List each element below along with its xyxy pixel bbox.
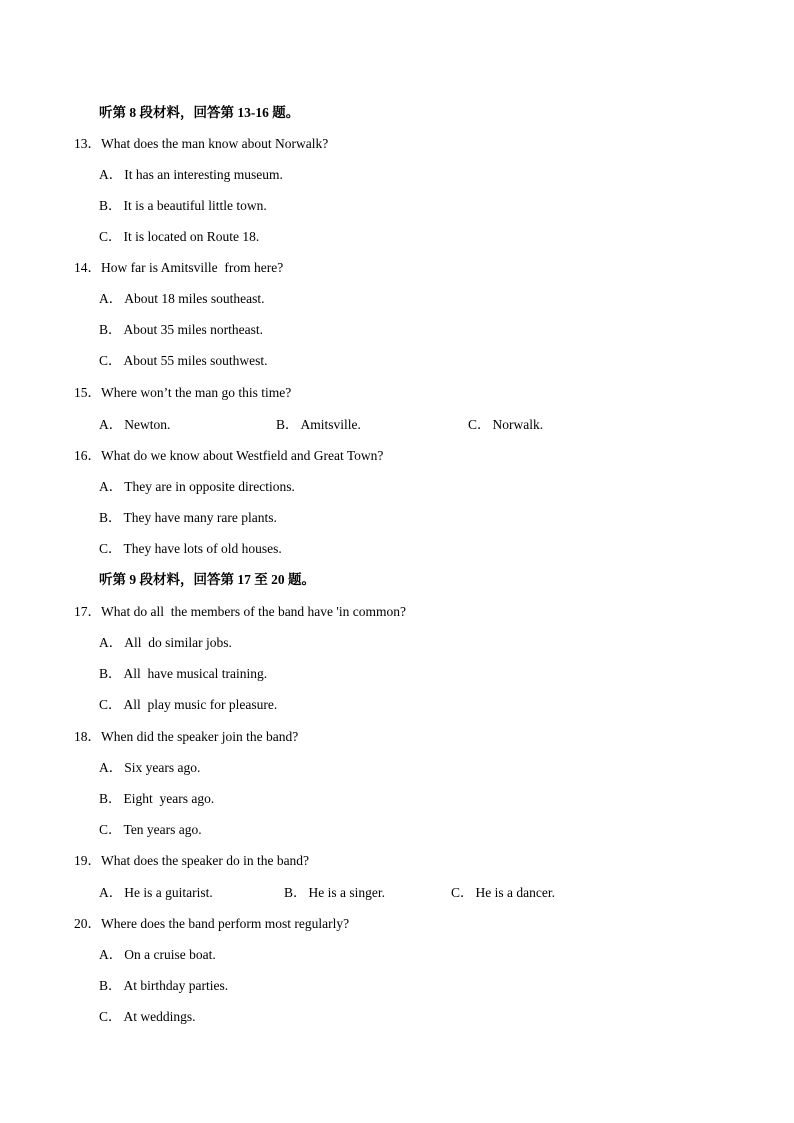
- option-text: About 18 miles southeast.: [124, 291, 265, 306]
- question-text: Where won’t the man go this time?: [101, 385, 292, 400]
- option-text: Six years ago.: [124, 760, 201, 775]
- question-text: When did the speaker join the band?: [101, 729, 299, 744]
- option-letter: C．: [99, 229, 122, 244]
- option-text: It is a beautiful little town.: [123, 198, 267, 213]
- option-letter: A．: [99, 291, 123, 306]
- option-letter: A．: [99, 479, 123, 494]
- question-number: 20．: [74, 916, 101, 931]
- option-19-c[interactable]: [451, 884, 555, 902]
- question-text: What does the man know about Norwalk?: [101, 136, 329, 151]
- option-text: All do similar jobs.: [124, 635, 232, 650]
- option-text: Ten years ago.: [123, 822, 202, 837]
- option-13-c[interactable]: [99, 228, 259, 246]
- option-text: At weddings.: [123, 1009, 196, 1024]
- option-text: He is a guitarist.: [124, 885, 213, 900]
- question-number: 18．: [74, 729, 101, 744]
- option-text: About 35 miles northeast.: [123, 322, 263, 337]
- option-16-a[interactable]: [99, 478, 295, 496]
- question-20: [74, 915, 349, 933]
- option-16-c[interactable]: [99, 540, 282, 558]
- option-15-b[interactable]: [276, 416, 361, 434]
- option-letter: C．: [468, 417, 491, 432]
- option-18-c[interactable]: [99, 821, 202, 839]
- option-20-b[interactable]: [99, 977, 228, 995]
- option-letter: C．: [99, 353, 122, 368]
- option-text: On a cruise boat.: [124, 947, 216, 962]
- option-letter: A．: [99, 417, 123, 432]
- option-text: Amitsville.: [300, 417, 361, 432]
- option-text: It has an interesting museum.: [124, 167, 283, 182]
- option-text: He is a singer.: [308, 885, 386, 900]
- option-14-b[interactable]: [99, 321, 263, 339]
- option-text: About 55 miles southwest.: [123, 353, 268, 368]
- option-17-c[interactable]: [99, 696, 277, 714]
- option-17-b[interactable]: [99, 665, 267, 683]
- option-15-c[interactable]: [468, 416, 543, 434]
- question-number: 19．: [74, 853, 101, 868]
- option-19-b[interactable]: [284, 884, 385, 902]
- option-17-a[interactable]: [99, 634, 232, 652]
- question-number: 16．: [74, 448, 101, 463]
- option-letter: A．: [99, 635, 123, 650]
- option-letter: A．: [99, 167, 123, 182]
- question-18: [74, 728, 298, 746]
- option-letter: A．: [99, 947, 123, 962]
- question-15: [74, 384, 291, 402]
- option-letter: C．: [99, 697, 122, 712]
- option-letter: C．: [451, 885, 474, 900]
- option-letter: B．: [99, 666, 122, 681]
- question-number: 14．: [74, 260, 101, 275]
- option-letter: C．: [99, 541, 122, 556]
- option-13-b[interactable]: [99, 197, 267, 215]
- option-13-a[interactable]: [99, 166, 283, 184]
- option-letter: A．: [99, 885, 123, 900]
- question-text: What do we know about Westfield and Great Town?: [101, 448, 384, 463]
- option-text: They have many rare plants.: [123, 510, 277, 525]
- option-letter: A．: [99, 760, 123, 775]
- option-18-b[interactable]: [99, 790, 214, 808]
- option-text: All have musical training.: [123, 666, 268, 681]
- option-text: Eight years ago.: [123, 791, 215, 806]
- option-letter: B．: [99, 322, 122, 337]
- option-20-a[interactable]: [99, 946, 216, 964]
- option-letter: B．: [276, 417, 299, 432]
- option-text: It is located on Route 18.: [123, 229, 260, 244]
- question-number: 13．: [74, 136, 101, 151]
- option-text: Norwalk.: [492, 417, 544, 432]
- option-19-a[interactable]: [99, 884, 213, 902]
- option-letter: C．: [99, 822, 122, 837]
- option-14-a[interactable]: [99, 290, 265, 308]
- option-letter: B．: [284, 885, 307, 900]
- option-20-c[interactable]: [99, 1008, 196, 1026]
- option-letter: B．: [99, 198, 122, 213]
- option-letter: B．: [99, 510, 122, 525]
- option-16-b[interactable]: [99, 509, 277, 527]
- question-number: 15．: [74, 385, 101, 400]
- question-text: Where does the band perform most regularly?: [101, 916, 350, 931]
- option-text: At birthday parties.: [123, 978, 229, 993]
- option-text: They have lots of old houses.: [123, 541, 282, 556]
- option-letter: C．: [99, 1009, 122, 1024]
- option-letter: B．: [99, 791, 122, 806]
- question-13: [74, 135, 328, 153]
- question-number: 17．: [74, 604, 101, 619]
- option-letter: B．: [99, 978, 122, 993]
- option-text: He is a dancer.: [475, 885, 555, 900]
- section-heading: 听第 9 段材料，回答第 17 至 20 题。: [99, 572, 315, 587]
- option-15-a[interactable]: [99, 416, 170, 434]
- question-19: [74, 852, 309, 870]
- question-text: What do all the members of the band have 'in common?: [101, 604, 406, 619]
- question-text: How far is Amitsville from here?: [101, 260, 284, 275]
- option-18-a[interactable]: [99, 759, 200, 777]
- question-14: [74, 259, 283, 277]
- question-17: [74, 603, 406, 621]
- option-text: All play music for pleasure.: [123, 697, 278, 712]
- option-text: They are in opposite directions.: [124, 479, 295, 494]
- option-14-c[interactable]: [99, 352, 268, 370]
- option-text: Newton.: [124, 417, 171, 432]
- question-text: What does the speaker do in the band?: [101, 853, 310, 868]
- question-16: [74, 447, 383, 465]
- section-heading: 听第 8 段材料，回答第 13-16 题。: [99, 105, 300, 120]
